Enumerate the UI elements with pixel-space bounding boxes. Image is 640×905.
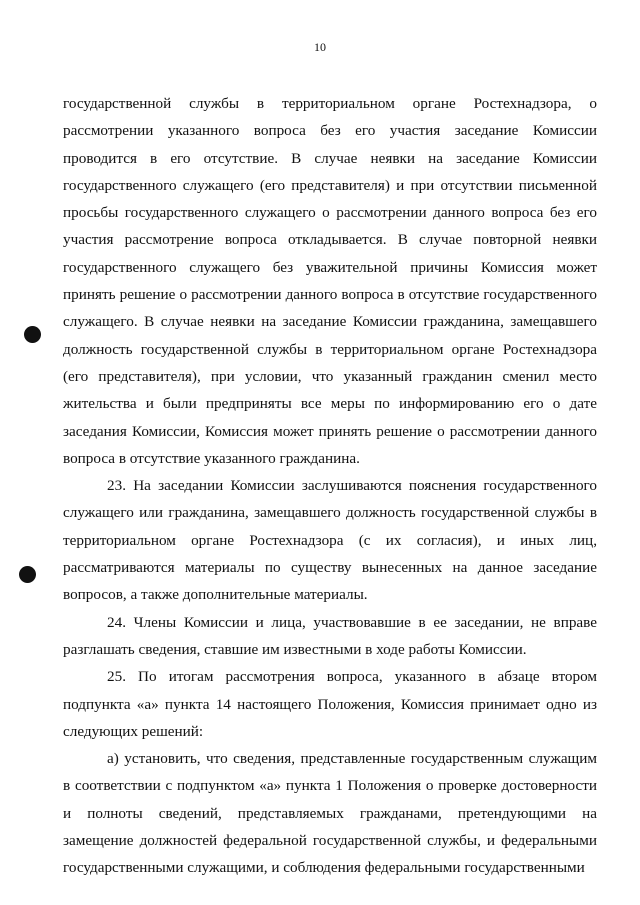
- document-body: [63, 90, 597, 882]
- paragraph-24: 24. Члены Комиссии и лица, участвовавшие в ее заседании, не вправе разглашать сведения, ставшие им известными в ходе работы Комиссии.: [63, 613, 597, 658]
- punch-hole-mark: [19, 566, 36, 583]
- paragraph-25a: а) установить, что сведения, представленные государственным служащим в соответствии с подпунктом «а» пункта 1 Положения о проверке достоверности и полноты сведений, представляемых гражданами, претендующими на замещение должностей федеральной государственной службы, и федеральными государственными служащими, и соблюдения федеральными государственными: [63, 750, 597, 877]
- paragraph-23: 23. На заседании Комиссии заслушиваются пояснения государственного служащего или гражданина, замещавшего должность государственной службы в территориальном органе Ростехнадзора (с их согласия), и иных лиц, рассматриваются материалы по существу вынесенных на данное заседание вопросов, а также дополнительные материалы.: [63, 477, 597, 604]
- paragraph-25: 25. По итогам рассмотрения вопроса, указанного в абзаце втором подпункта «а» пункта 14 настоящего Положения, Комиссия принимает одно из следующих решений:: [63, 668, 597, 740]
- paragraph-continuation: государственной службы в территориальном органе Ростехнадзора, о рассмотрении указанного вопроса без его участия заседание Комиссии проводится в его отсутствие. В случае неявки на заседание Комиссии государственного служащего (его представителя) и при отсутствии письменной просьбы государственного служащего о рассмотрении данного вопроса без его участия рассмотрение вопроса откладывается. В случае повторной неявки государственного служащего без уважительной причины Комиссия может принять решение о рассмотрении данного вопроса в отсутствие государственного служащего. В случае неявки на заседание Комиссии гражданина, замещавшего должность государственной службы в территориальном органе Ростехнадзора (его представителя), при условии, что указанный гражданин сменил место жительства и были предприняты все меры по информированию его о дате заседания Комиссии, Комиссия может принять решение о рассмотрении данного вопроса в отсутствие указанного гражданина.: [63, 95, 597, 467]
- punch-hole-mark: [24, 326, 41, 343]
- page-number: 10: [314, 40, 326, 54]
